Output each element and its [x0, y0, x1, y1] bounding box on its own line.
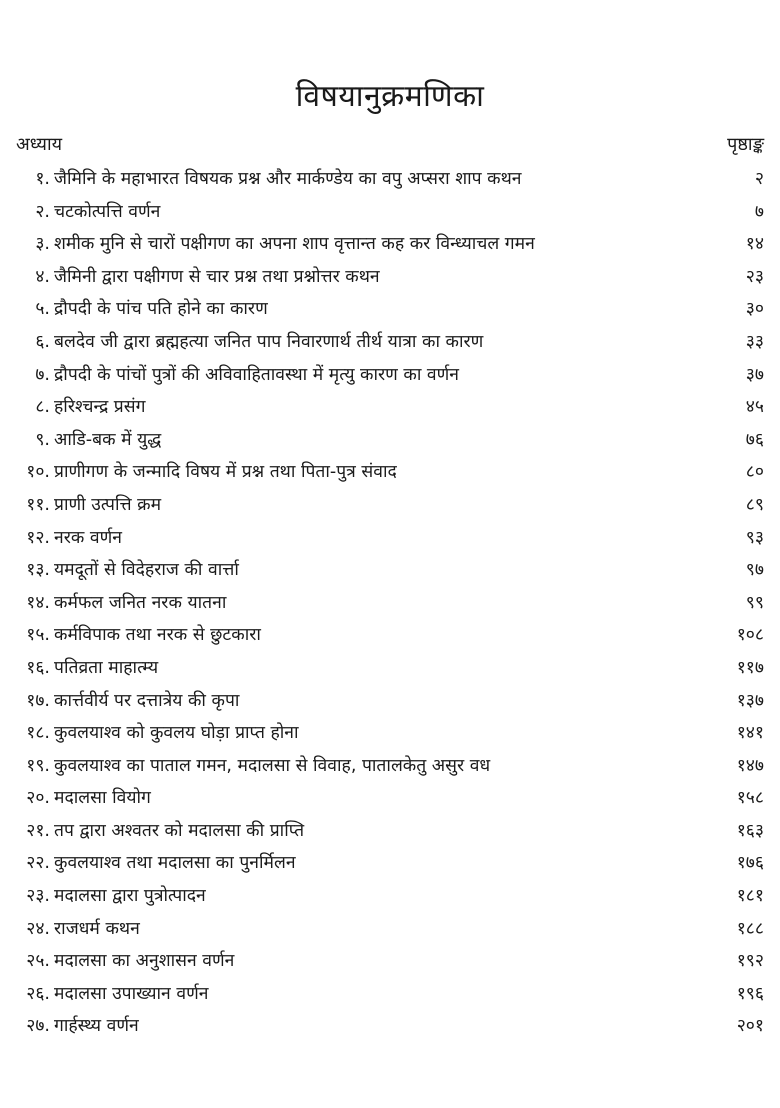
toc-entry — [16, 391, 764, 424]
chapter-title: प्राणी उत्पत्ति क्रम — [54, 494, 162, 515]
chapter-title: तप द्वारा अश्वतर को मदालसा की प्राप्ति — [54, 820, 305, 841]
chapter-number: १०. — [26, 462, 50, 483]
page-number: १८१ — [736, 886, 764, 907]
page-number: १०८ — [736, 625, 764, 646]
page-number: १९६ — [736, 983, 764, 1004]
chapter-number: १. — [35, 169, 50, 189]
toc-entry — [16, 913, 764, 946]
toc-header — [16, 132, 764, 160]
page-number: १४७ — [736, 755, 764, 776]
chapter-title: मदालसा उपाख्यान वर्णन — [54, 983, 209, 1004]
toc-entry — [16, 750, 764, 783]
page-number: २०१ — [736, 1016, 764, 1037]
toc-entry — [16, 880, 764, 913]
chapter-title: चटकोत्पत्ति वर्णन — [54, 201, 161, 222]
chapter-title: कार्त्तवीर्य पर दत्तात्रेय की कृपा — [54, 690, 240, 711]
toc-entry — [16, 163, 764, 196]
toc-entry — [16, 261, 764, 294]
chapter-title: मदालसा द्वारा पुत्रोत्पादन — [54, 886, 206, 907]
page-number: ३० — [745, 299, 764, 320]
toc-entry — [16, 326, 764, 359]
chapter-title: द्रौपदी के पांच पति होने का कारण — [54, 299, 268, 320]
page-number: १४ — [745, 234, 764, 255]
page-number: ९३ — [745, 527, 764, 548]
page-number: १६३ — [736, 820, 764, 841]
chapter-number: ७. — [35, 364, 50, 385]
toc-entry — [16, 489, 764, 522]
chapter-title: कुवलयाश्व का पाताल गमन, मदालसा से विवाह, पातालकेतु असुर वध — [54, 755, 491, 776]
toc-entry — [16, 359, 764, 392]
page-number: ८९ — [745, 494, 764, 515]
chapter-number: ८. — [35, 397, 50, 418]
page-title: विषयानुक्रमणिका — [295, 79, 485, 115]
chapter-number: १९. — [26, 755, 50, 776]
chapter-title: बलदेव जी द्वारा ब्रह्महत्या जनित पाप निवारणार्थ तीर्थ यात्रा का कारण — [54, 331, 484, 352]
chapter-title: जैमिनी द्वारा पक्षीगण से चार प्रश्न तथा प्रश्नोत्तर कथन — [54, 266, 380, 287]
table-of-contents — [16, 163, 764, 1043]
chapter-number: २४. — [26, 918, 50, 939]
page-number: ११७ — [736, 657, 764, 678]
page-number: ४५ — [745, 397, 764, 418]
chapter-number: ६. — [35, 331, 50, 352]
chapter-title: यमदूतों से विदेहराज की वार्त्ता — [54, 560, 239, 581]
chapter-number: २५. — [26, 951, 50, 972]
chapter-title: मदालसा वियोग — [54, 788, 151, 809]
chapter-title: जैमिनि के महाभारत विषयक प्रश्न और मार्कण्डेय का वपु अप्सरा शाप कथन — [54, 169, 522, 189]
chapter-number: १४. — [26, 592, 50, 613]
page-number: १८८ — [736, 918, 764, 939]
page-number: ९७ — [745, 560, 764, 581]
page-number: ७६ — [745, 429, 764, 450]
chapter-column-label: अध्याय — [16, 134, 63, 155]
chapter-number: १५. — [26, 625, 50, 646]
chapter-title: हरिश्चन्द्र प्रसंग — [54, 397, 146, 418]
chapter-number: ११. — [26, 494, 50, 515]
chapter-title: शमीक मुनि से चारों पक्षीगण का अपना शाप वृत्तान्त कह कर विन्ध्याचल गमन — [54, 234, 535, 255]
toc-entry — [16, 652, 764, 685]
chapter-number: १३. — [26, 560, 50, 581]
chapter-title: कुवलयाश्व तथा मदालसा का पुनर्मिलन — [54, 853, 296, 874]
chapter-number: २६. — [26, 983, 50, 1004]
chapter-title: राजधर्म कथन — [54, 918, 140, 939]
toc-entry — [16, 619, 764, 652]
toc-entry — [16, 587, 764, 620]
page-number: १४१ — [736, 723, 764, 744]
toc-entry — [16, 424, 764, 457]
page-number: ७ — [754, 201, 764, 222]
toc-entry — [16, 554, 764, 587]
toc-entry — [16, 978, 764, 1011]
page-column-label: पृष्ठाङ्क — [727, 134, 764, 155]
toc-entry — [16, 228, 764, 261]
toc-entry — [16, 782, 764, 815]
page-number: १७६ — [736, 853, 764, 874]
page-number: २३ — [745, 266, 764, 287]
chapter-title: प्राणीगण के जन्मादि विषय में प्रश्न तथा पिता-पुत्र संवाद — [54, 462, 397, 483]
chapter-title: कर्मफल जनित नरक यातना — [54, 592, 227, 613]
toc-entry — [16, 293, 764, 326]
chapter-number: २१. — [26, 820, 50, 841]
chapter-number: १७. — [26, 690, 50, 711]
chapter-number: २२. — [26, 853, 50, 874]
chapter-number: १२. — [26, 527, 50, 548]
page-number: २ — [754, 169, 764, 189]
toc-entry — [16, 847, 764, 880]
page-number: ३७ — [745, 364, 764, 385]
page-number: १३७ — [736, 690, 764, 711]
toc-entry — [16, 945, 764, 978]
chapter-number: २३. — [26, 886, 50, 907]
chapter-title: कुवलयाश्व को कुवलय घोड़ा प्राप्त होना — [54, 723, 299, 744]
toc-entry — [16, 1010, 764, 1043]
toc-entry — [16, 815, 764, 848]
page-number: १९२ — [736, 951, 764, 972]
chapter-title: द्रौपदी के पांचों पुत्रों की अविवाहितावस्था में मृत्यु कारण का वर्णन — [54, 364, 460, 385]
chapter-number: ५. — [35, 299, 50, 320]
page-number: ८० — [745, 462, 764, 483]
chapter-number: २. — [35, 201, 50, 222]
chapter-number: २०. — [26, 788, 50, 809]
chapter-title: पतिव्रता माहात्म्य — [54, 657, 159, 678]
toc-entry — [16, 456, 764, 489]
chapter-title: गार्हस्थ्य वर्णन — [54, 1016, 139, 1037]
toc-entry — [16, 196, 764, 229]
chapter-number: १८. — [26, 723, 50, 744]
chapter-title: नरक वर्णन — [54, 527, 122, 548]
page-number: १५८ — [736, 788, 764, 809]
chapter-number: ३. — [35, 234, 50, 255]
page-number: ९९ — [745, 592, 764, 613]
chapter-number: ४. — [35, 266, 50, 287]
chapter-title: आडि-बक में युद्ध — [54, 429, 162, 450]
toc-entry — [16, 522, 764, 555]
chapter-number: ९. — [35, 429, 50, 450]
chapter-title: कर्मविपाक तथा नरक से छुटकारा — [54, 625, 261, 646]
page-number: ३३ — [745, 331, 764, 352]
toc-entry — [16, 717, 764, 750]
chapter-title: मदालसा का अनुशासन वर्णन — [54, 951, 235, 972]
chapter-number: २७. — [26, 1016, 50, 1037]
toc-entry — [16, 685, 764, 718]
chapter-number: १६. — [26, 657, 50, 678]
